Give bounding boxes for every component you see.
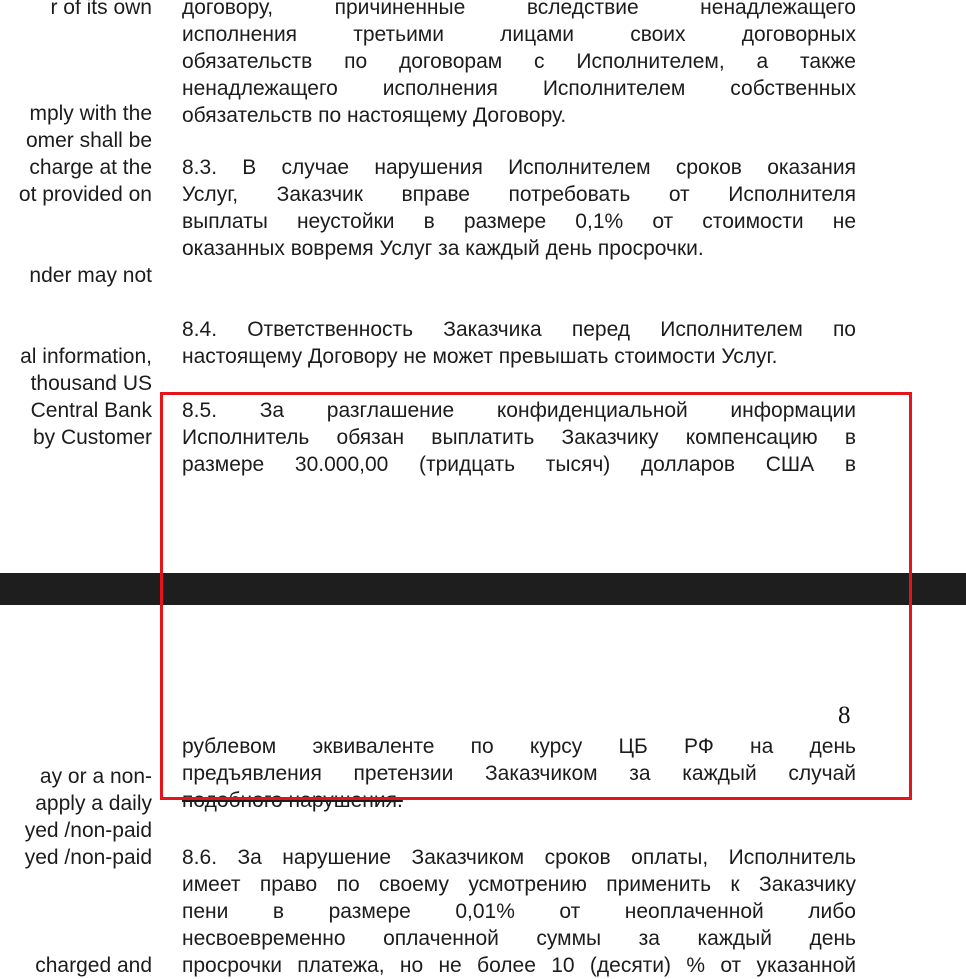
paragraph-line: обязательств по настоящему Договору. xyxy=(182,104,567,127)
paragraph-line: 8.6. За нарушение Заказчиком сроков оплаты, Исполнитель xyxy=(182,846,856,869)
left-line: r of its own xyxy=(50,0,152,19)
left-line: yed /non-paid xyxy=(24,846,152,869)
paragraph-line: оказанных вовремя Услуг за каждый день просрочки. xyxy=(182,237,704,260)
highlight-box xyxy=(160,392,912,800)
left-line: omer shall be xyxy=(25,129,152,152)
paragraph-line: настоящему Договору не может превышать стоимости Услуг. xyxy=(182,345,778,368)
paragraph-line: размере 30.000,00 (тридцать тысяч) долларов США в xyxy=(182,453,856,476)
paragraph-line: подобного нарушения. xyxy=(182,789,403,812)
paragraph-line: просрочки платежа, но не более 10 (десяти) % от указанной xyxy=(182,954,856,977)
paragraph-line: имеет право по своему усмотрению применить к Заказчику xyxy=(182,873,856,896)
paragraph-line: исполнения третьими лицами своих договорных xyxy=(182,23,856,46)
left-line: by Customer xyxy=(32,426,152,449)
left-line: thousand US xyxy=(30,372,152,395)
paragraph-line: Исполнитель обязан выплатить Заказчику компенсацию в xyxy=(182,426,856,449)
left-line: al information, xyxy=(20,345,152,368)
paragraph-line: несвоевременно оплаченной суммы за каждый день xyxy=(182,927,856,950)
left-line: charge at the xyxy=(29,156,152,179)
left-line: mply with the xyxy=(29,102,152,125)
paragraph-line: 8.5. За разглашение конфиденциальной информации xyxy=(182,399,856,422)
paragraph-line: обязательств по договорам с Исполнителем, а также xyxy=(182,50,856,73)
page-number: 8 xyxy=(838,702,851,729)
left-line: charged and xyxy=(35,954,152,977)
paragraph-line: договору, причиненные вследствие ненадлежащего xyxy=(182,0,856,19)
paragraph-line: выплаты неустойки в размере 0,1% от стоимости не xyxy=(182,210,856,233)
paragraph-line: 8.3. В случае нарушения Исполнителем сроков оказания xyxy=(182,156,856,179)
paragraph-line: пени в размере 0,01% от неоплаченной либо xyxy=(182,900,856,923)
paragraph-line: рублевом эквиваленте по курсу ЦБ РФ на день xyxy=(182,735,856,758)
left-line: ay or a non- xyxy=(39,765,152,788)
paragraph-line: 8.4. Ответственность Заказчика перед Исполнителем по xyxy=(182,318,856,341)
left-line: Central Bank xyxy=(30,399,152,422)
left-line: apply a daily xyxy=(35,792,152,815)
paragraph-line: Услуг, Заказчик вправе потребовать от Исполнителя xyxy=(182,183,856,206)
left-line: yed /non-paid xyxy=(24,819,152,842)
left-line: ot provided on xyxy=(18,183,152,206)
paragraph-line: предъявления претензии Заказчиком за каждый случай xyxy=(182,762,856,785)
left-line: nder may not xyxy=(29,264,152,287)
paragraph-line: ненадлежащего исполнения Исполнителем собственных xyxy=(182,77,856,100)
